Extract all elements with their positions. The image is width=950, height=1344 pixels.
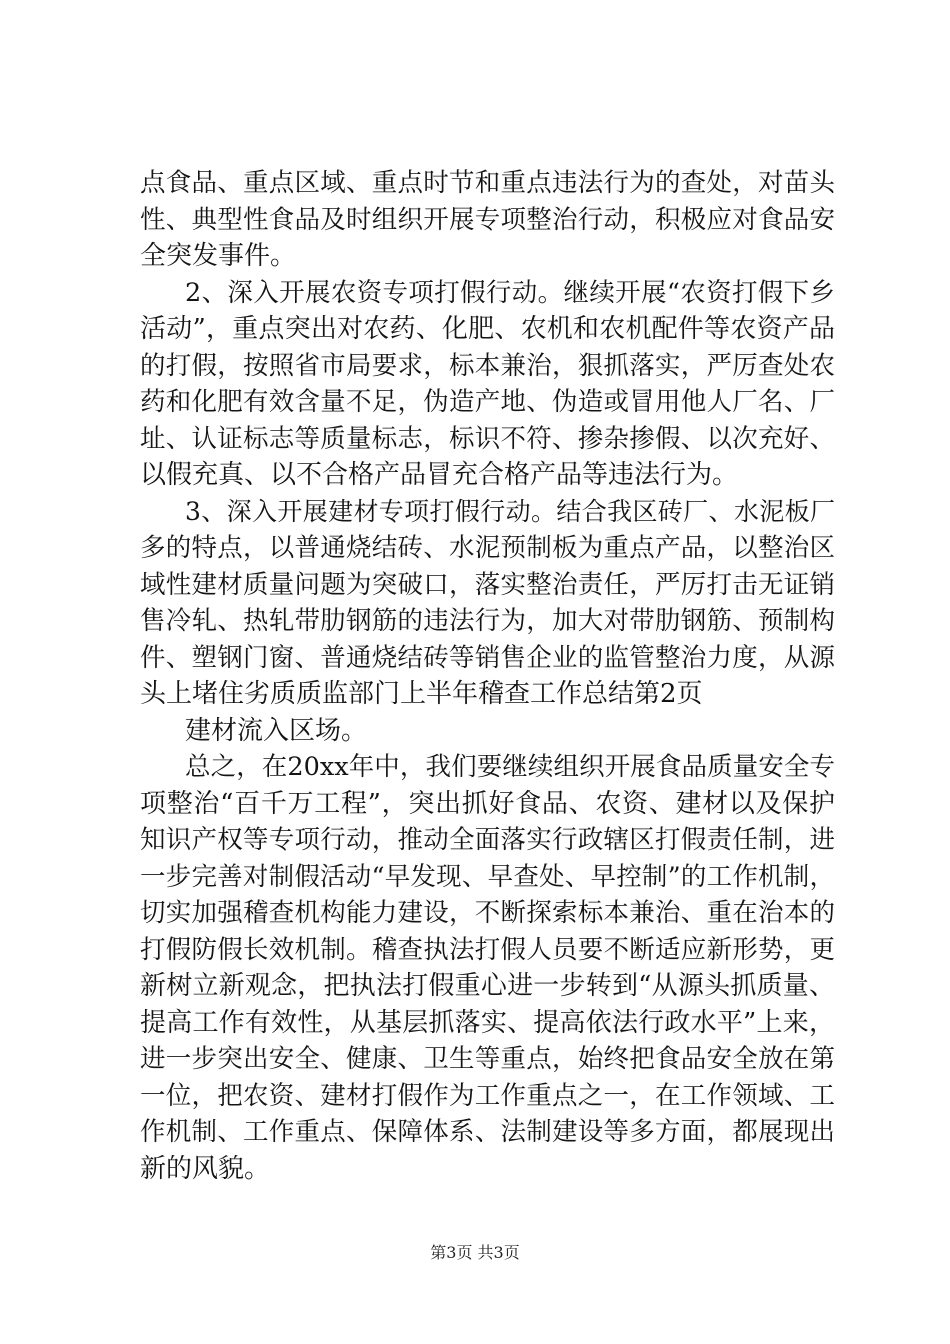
text-line: 作机制、工作重点、保障体系、法制建设等多方面，都展现出: [140, 1117, 835, 1147]
text-line: 一位，把农资、建材打假作为工作重点之一，在工作领域、工: [140, 1080, 835, 1111]
text-line: 域性建材质量问题为突破口，落实整治责任，严厉打击无证销: [140, 569, 835, 600]
page-footer: 第3页 共3页: [430, 1243, 520, 1262]
text-line: 点食品、重点区域、重点时节和重点违法行为的查处，对苗头: [140, 168, 835, 198]
text-line: 提高工作有效性，从基层抓落实、提高依法行政水平”上来，: [140, 1007, 835, 1038]
text-line: 头上堵住劣质质监部门上半年稽查工作总结第2页: [140, 679, 703, 709]
text-line: 售冷轧、热轧带肋钢筋的违法行为，加大对带肋钢筋、预制构: [140, 606, 835, 636]
text-line: 药和化肥有效含量不足，伪造产地、伪造或冒用他人厂名、厂: [140, 387, 835, 417]
text-line: 新树立新观念，把执法打假重心进一步转到“从源头抓质量、: [140, 971, 835, 1001]
text-line: 3、深入开展建材专项打假行动。结合我区砖厂、水泥板厂: [185, 496, 835, 526]
text-line: 切实加强稽查机构能力建设，不断探索标本兼治、重在治本的: [140, 898, 835, 928]
text-line: 全突发事件。: [140, 241, 297, 271]
text-line: 2、深入开展农资专项打假行动。继续开展“农资打假下乡: [185, 277, 835, 308]
text-line: 性、典型性食品及时组织开展专项整治行动，积极应对食品安: [140, 204, 835, 235]
text-line: 件、塑钢门窗、普通烧结砖等销售企业的监管整治力度，从源: [140, 642, 835, 673]
text-line: 项整治“百千万工程”，突出抓好食品、农资、建材以及保护: [140, 788, 835, 819]
text-line: 一步完善对制假活动“早发现、早查处、早控制”的工作机制，: [140, 861, 835, 892]
text-line: 知识产权等专项行动，推动全面落实行政辖区打假责任制，进: [140, 825, 835, 855]
document-body: [140, 165, 835, 1187]
text-line: 进一步突出安全、健康、卫生等重点，始终把食品安全放在第: [140, 1044, 835, 1074]
text-line: 多的特点，以普通烧结砖、水泥预制板为重点产品，以整治区: [140, 533, 835, 563]
text-line: 总之，在20xx年中，我们要继续组织开展食品质量安全专: [185, 752, 835, 782]
text-line: 活动”，重点突出对农药、化肥、农机和农机配件等农资产品: [140, 314, 835, 344]
text-line: 新的风貌。: [140, 1153, 271, 1184]
text-line: 的打假，按照省市局要求，标本兼治，狠抓落实，严厉查处农: [140, 350, 835, 381]
text-line: 打假防假长效机制。稽查执法打假人员要不断适应新形势，更: [140, 934, 835, 965]
text-line: 建材流入区场。: [185, 715, 368, 746]
text-line: 址、认证标志等质量标志，标识不符、掺杂掺假、以次充好、: [140, 423, 835, 454]
text-line: 以假充真、以不合格产品冒充合格产品等违法行为。: [140, 460, 739, 490]
